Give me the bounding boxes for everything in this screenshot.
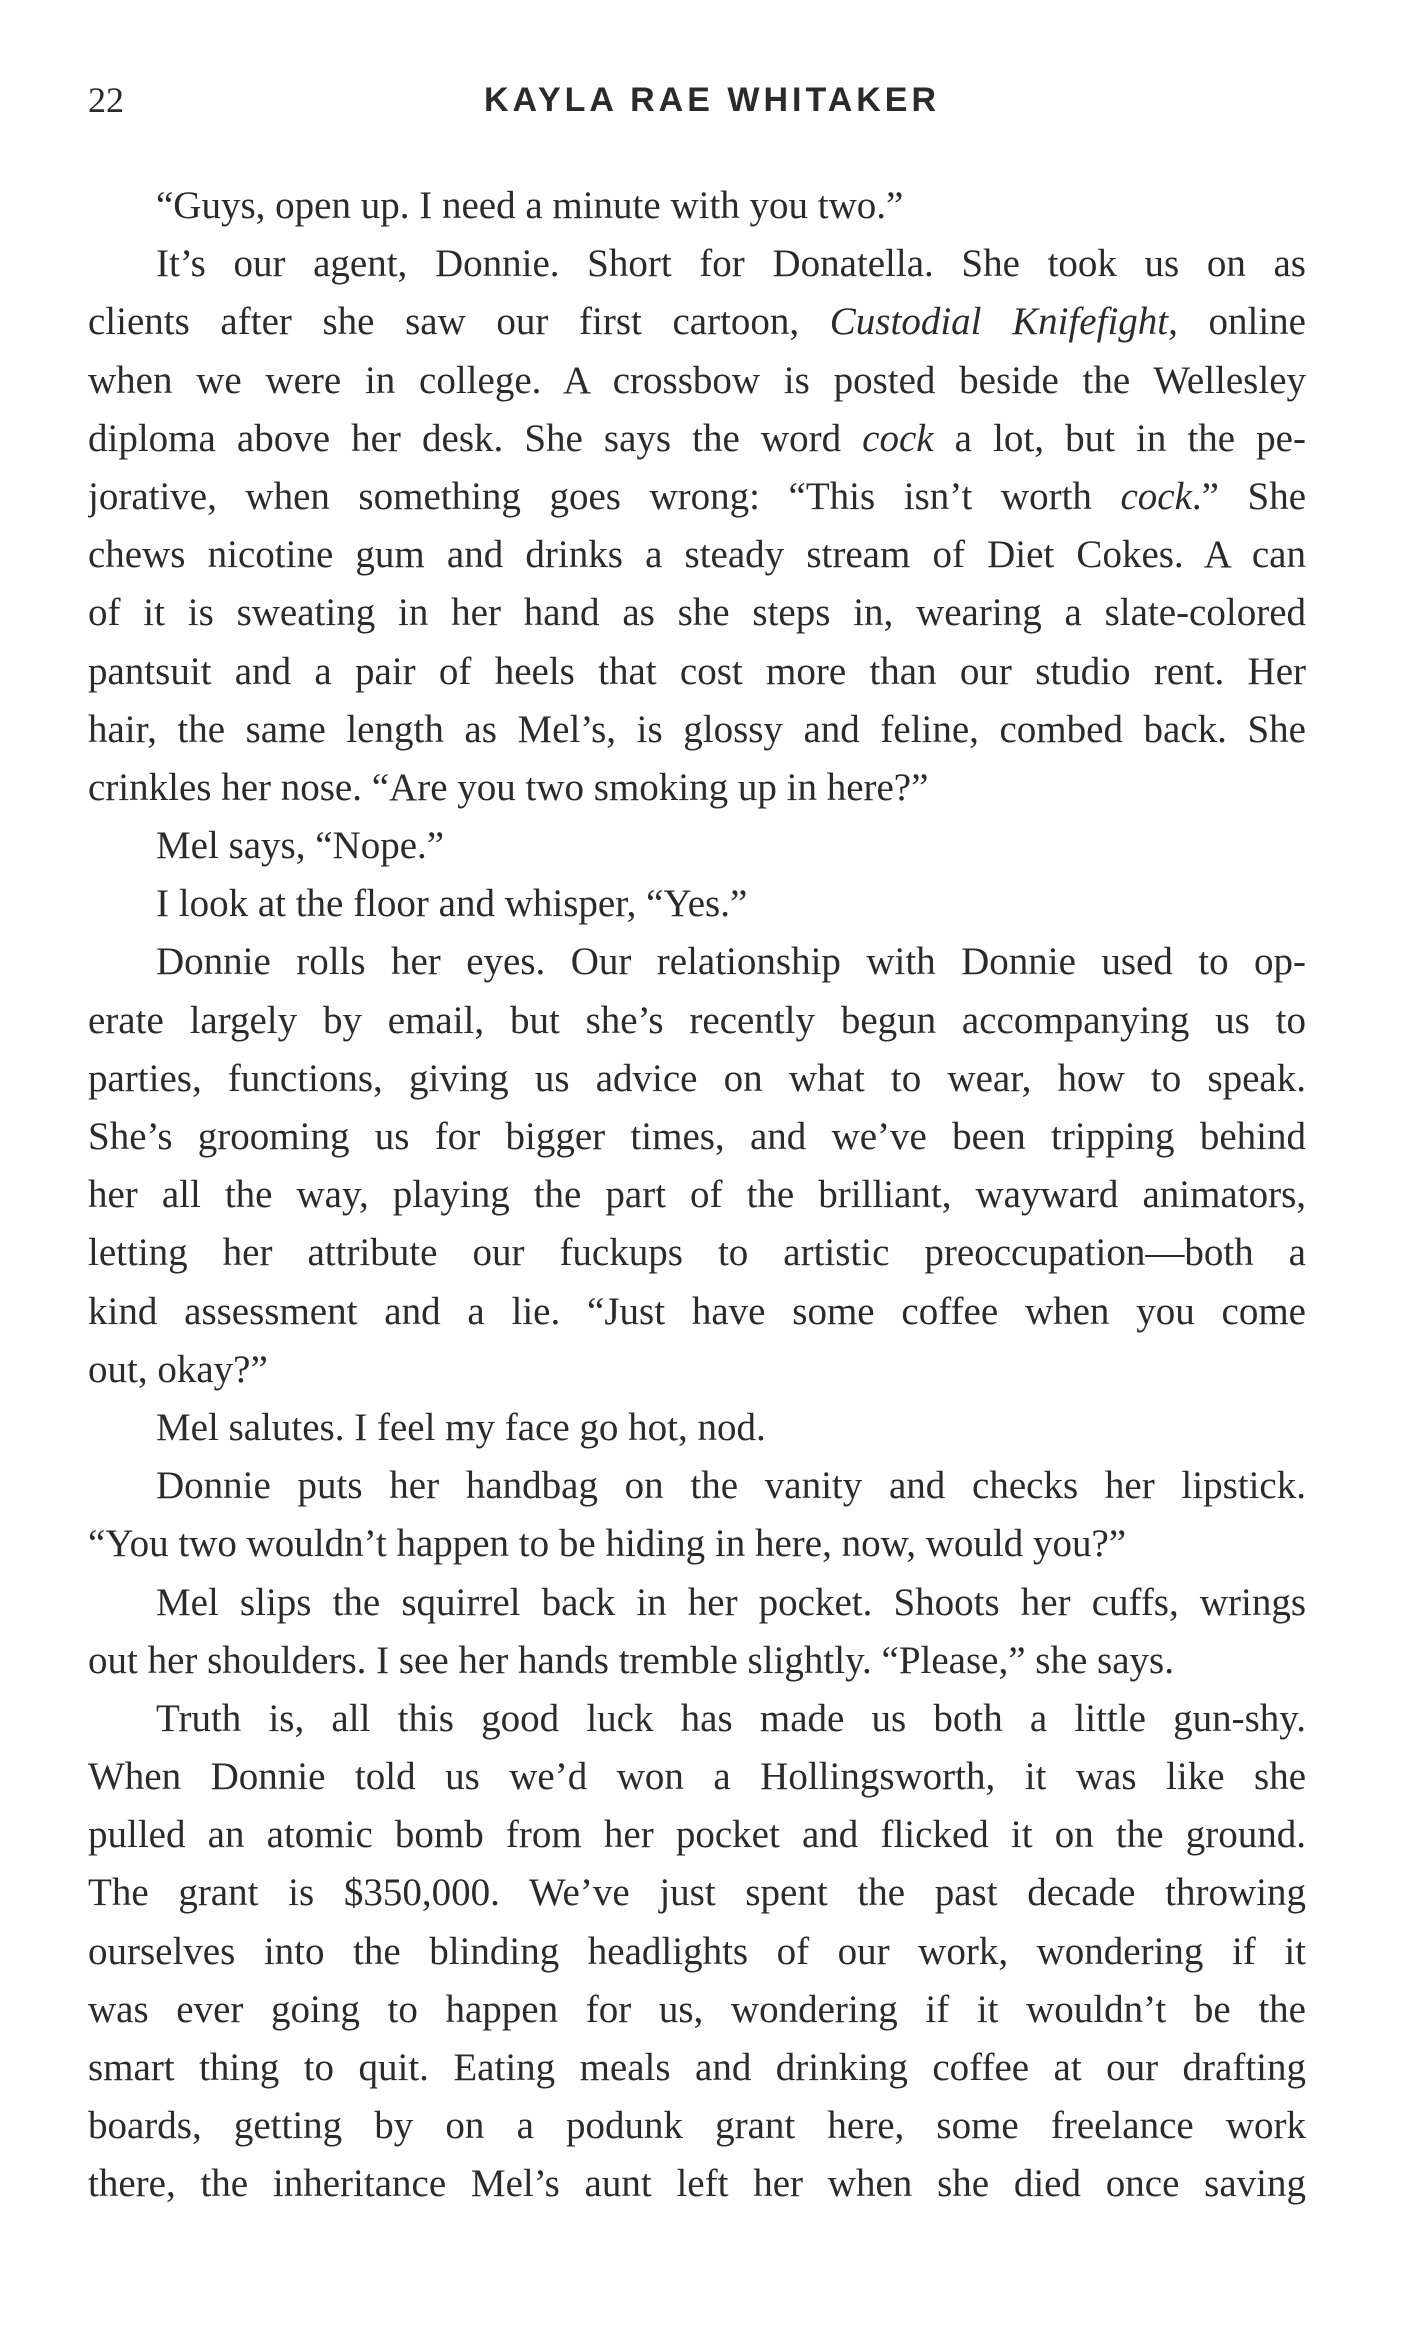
text-line (88, 468, 1306, 526)
text-segment: Donnie rolls her eyes. Our relationship with Donnie used to op- (156, 940, 1306, 984)
text-line (88, 526, 1306, 584)
text-line (88, 1515, 1306, 1573)
text-segment: out, okay?” (88, 1347, 268, 1391)
page-number: 22 (88, 80, 124, 120)
text-segment: She’s grooming us for bigger times, and we’ve been tripping behind (88, 1115, 1306, 1158)
text-line (88, 1457, 1306, 1515)
text-line (88, 1399, 1306, 1457)
italic-text: cock (862, 416, 934, 460)
text-line (88, 875, 1306, 933)
text-segment: Mel salutes. I feel my face go hot, nod. (156, 1405, 766, 1449)
text-segment: Truth is, all this good luck has made us both a little gun-shy. (156, 1696, 1306, 1740)
text-line (88, 1864, 1306, 1922)
text-segment: clients after she saw our first cartoon, (88, 300, 830, 344)
text-line (88, 992, 1306, 1050)
text-segment: letting her attribute our fuckups to artistic preoccupation—both a (88, 1231, 1306, 1275)
text-segment: when we were in college. A crossbow is posted beside the Wellesley (88, 358, 1306, 402)
text-segment: ourselves into the blinding headlights of our work, wondering if it (88, 1929, 1306, 1973)
text-segment: kind assessment and a lie. “Just have some coffee when you come (88, 1289, 1306, 1333)
text-line (88, 1224, 1306, 1282)
text-segment: .” She (1191, 474, 1306, 518)
text-line (88, 817, 1306, 875)
running-head: KAYLA RAE WHITAKER (483, 81, 941, 119)
text-segment: erate largely by email, but she’s recently begun accompanying us to (88, 998, 1306, 1042)
text-segment: pantsuit and a pair of heels that cost more than our studio rent. Her (88, 649, 1306, 693)
text-line (88, 933, 1306, 991)
text-segment: pulled an atomic bomb from her pocket and flicked it on the ground. (88, 1813, 1306, 1857)
text-line (88, 1748, 1306, 1806)
text-line (88, 1806, 1306, 1864)
text-segment: her all the way, playing the part of the brilliant, wayward animators, (88, 1173, 1306, 1217)
text-line (88, 701, 1306, 759)
text-line (88, 1690, 1306, 1748)
text-line (88, 1632, 1306, 1690)
text-segment: parties, functions, giving us advice on what to wear, how to speak. (88, 1056, 1306, 1100)
text-segment: The grant is $350,000. We’ve just spent the past decade throwing (88, 1871, 1306, 1915)
text-segment: “Guys, open up. I need a minute with you two.” (156, 184, 904, 227)
body-text (88, 177, 1306, 2214)
text-segment: out her shoulders. I see her hands tremble slightly. “Please,” she says. (88, 1638, 1174, 1682)
text-line (88, 2097, 1306, 2155)
text-segment: Donnie puts her handbag on the vanity and checks her lipstick. (156, 1464, 1306, 1508)
text-line (88, 1050, 1306, 1108)
text-segment: jorative, when something goes wrong: “This isn’t worth (88, 474, 1121, 518)
text-segment: boards, getting by on a podunk grant here, some freelance work (88, 2104, 1306, 2148)
text-line (88, 352, 1306, 410)
text-line (88, 1341, 1306, 1399)
text-line (88, 1981, 1306, 2039)
text-segment: diploma above her desk. She says the word (88, 416, 863, 460)
text-segment: I look at the floor and whisper, “Yes.” (156, 882, 748, 926)
text-segment: crinkles her nose. “Are you two smoking up in here?” (88, 765, 929, 809)
text-line (88, 643, 1306, 701)
text-line (88, 1166, 1306, 1224)
text-segment: was ever going to happen for us, wondering if it wouldn’t be the (88, 1987, 1306, 2031)
text-segment: a lot, but in the pe- (933, 416, 1306, 460)
text-line (88, 1923, 1306, 1981)
text-line (88, 235, 1306, 293)
italic-text: cock (1120, 474, 1192, 518)
text-segment: chews nicotine gum and drinks a steady stream of Diet Cokes. A can (88, 533, 1306, 577)
text-segment: It’s our agent, Donnie. Short for Donatella. She took us on as (156, 242, 1306, 286)
text-segment: Mel says, “Nope.” (156, 824, 445, 868)
text-line (88, 1574, 1306, 1632)
text-segment: When Donnie told us we’d won a Hollingsworth, it was like she (88, 1755, 1306, 1799)
text-segment: hair, the same length as Mel’s, is glossy and feline, combed back. She (88, 707, 1306, 751)
text-line (88, 1283, 1306, 1341)
text-segment: online (1177, 300, 1306, 344)
text-line (88, 1108, 1306, 1166)
text-line (88, 2039, 1306, 2097)
text-segment: there, the inheritance Mel’s aunt left her when she died once saving (88, 2162, 1306, 2206)
text-line (88, 177, 1306, 235)
text-line (88, 293, 1306, 351)
text-segment: of it is sweating in her hand as she steps in, wearing a slate-colored (88, 591, 1306, 635)
italic-text: Custodial Knifefight, (829, 300, 1178, 344)
text-line (88, 2155, 1306, 2213)
text-segment: smart thing to quit. Eating meals and drinking coffee at our drafting (88, 2046, 1306, 2089)
text-segment: Mel slips the squirrel back in her pocket. Shoots her cuffs, wrings (156, 1580, 1306, 1624)
text-segment: “You two wouldn’t happen to be hiding in here, now, would you?” (88, 1522, 1127, 1566)
text-line (88, 584, 1306, 642)
text-line (88, 759, 1306, 817)
text-line (88, 410, 1306, 468)
